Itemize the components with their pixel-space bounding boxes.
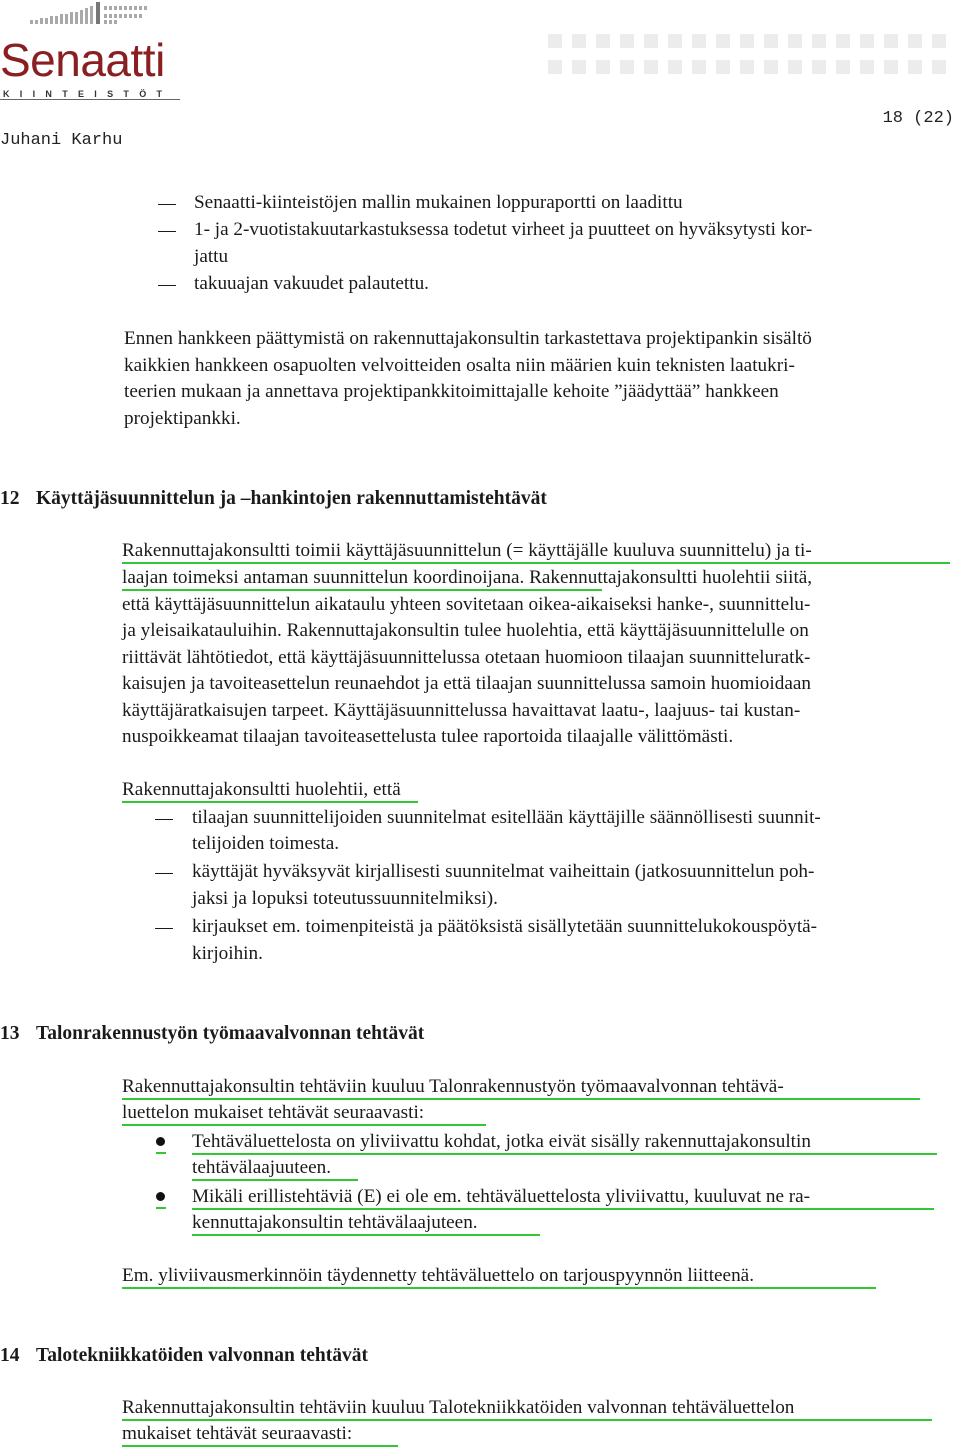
pattern-square	[788, 34, 802, 48]
pattern-square	[668, 60, 682, 74]
markup-underline	[192, 1179, 358, 1181]
pattern-square	[572, 34, 586, 48]
paragraph-text: Rakennuttajakonsultti huolehtii siitä,	[524, 567, 813, 588]
pattern-square	[812, 60, 826, 74]
dash-bullet	[158, 231, 176, 232]
pattern-square	[692, 34, 706, 48]
section-number: 13	[0, 1023, 20, 1044]
underlined-text: Rakennuttajakonsultti huolehtii,	[122, 779, 369, 800]
section-heading-13	[0, 1021, 424, 1047]
list-item-line: jattu	[194, 246, 229, 267]
underlined-text: Em. yliviivausmerkinnöin täydennetty tehtäväluettelo on tarjouspyynnön liitteenä	[122, 1265, 750, 1286]
section-heading-12	[0, 486, 547, 512]
paragraph-line: Rakennuttajakonsultin tehtäviin kuuluu Talotekniikkatöiden valvonnan tehtäväluettelon	[122, 1397, 795, 1418]
pattern-square	[620, 60, 634, 74]
list-item-line: Mikäli erillistehtäviä (E) ei ole em. tehtäväluettelosta yliviivattu, kuuluvat ne ra-	[192, 1186, 811, 1207]
pattern-square	[620, 34, 634, 48]
pattern-square	[644, 34, 658, 48]
header-pattern-graphic	[548, 34, 960, 80]
pattern-square	[716, 60, 730, 74]
pattern-square	[932, 34, 946, 48]
paragraph-text: .	[749, 1265, 754, 1286]
pattern-square	[764, 34, 778, 48]
page-number: 18 (22)	[882, 109, 954, 128]
pattern-square	[788, 60, 802, 74]
bullet-dot	[156, 1192, 165, 1201]
pattern-square	[668, 34, 682, 48]
paragraph-line	[122, 565, 812, 592]
paragraph-line: nuspoikkeamat tilaajan tavoiteasettelusta tulee raportoida tilaajalle välittömästi.	[122, 726, 734, 747]
list-item-line: telijoiden toimesta.	[192, 833, 340, 854]
section-title: Talotekniikkatöiden valvonnan tehtävät	[36, 1345, 368, 1366]
dash-bullet	[155, 819, 173, 820]
dash-bullet	[155, 928, 173, 929]
pattern-square	[692, 60, 706, 74]
markup-underline	[122, 589, 602, 591]
paragraph-text: että	[368, 779, 401, 800]
markup-underline	[156, 1207, 166, 1209]
section-number: 12	[0, 488, 20, 509]
list-item: Senaatti-kiinteistöjen mallin mukainen loppuraportti on laadittu	[194, 192, 683, 213]
paragraph-line	[122, 1263, 754, 1290]
pattern-square	[884, 34, 898, 48]
markup-underline	[156, 1152, 166, 1154]
list-item-line: tehtävälaajuuteen.	[192, 1157, 332, 1178]
list-item-line: kirjoihin.	[192, 943, 263, 964]
pattern-square	[836, 60, 850, 74]
pattern-square	[644, 60, 658, 74]
logo-bars-graphic	[30, 2, 160, 32]
pattern-square	[596, 60, 610, 74]
paragraph-line: projektipankki.	[124, 408, 241, 429]
author-name: Juhani Karhu	[0, 131, 123, 150]
logo-wordmark: Senaatti	[0, 34, 165, 86]
logo-subtitle: KIINTEISTÖT	[3, 89, 173, 99]
underlined-text: laajan toimeksi antaman suunnittelun koordinoijana.	[122, 567, 525, 588]
paragraph-line: että käyttäjäsuunnittelun aikataulu yhteen sovitetaan oikea-aikaiseksi hanke-, suunnittelu-	[122, 594, 811, 615]
markup-underline	[192, 1234, 540, 1236]
paragraph-line: Rakennuttajakonsultin tehtäviin kuuluu Talonrakennustyön työmaavalvonnan tehtävä-	[122, 1076, 784, 1097]
pattern-square	[740, 34, 754, 48]
dash-bullet	[155, 873, 173, 874]
paragraph-line: riittävät lähtötiedot, että käyttäjäsuunnittelussa otetaan huomioon tilaajan suunnitteluratk-	[122, 647, 811, 668]
dash-bullet	[158, 204, 176, 205]
list-item-line: käyttäjät hyväksyvät kirjallisesti suunnitelmat vaiheittain (jatkosuunnittelun poh-	[192, 861, 815, 882]
pattern-square	[812, 34, 826, 48]
pattern-square	[860, 34, 874, 48]
list-item-line: kirjaukset em. toimenpiteistä ja päätöksistä sisällytetään suunnittelukokouspöytä-	[192, 916, 818, 937]
markup-underline	[122, 801, 418, 803]
paragraph-line	[122, 777, 401, 804]
markup-underline	[122, 1287, 876, 1289]
section-heading-14	[0, 1343, 368, 1369]
pattern-square	[548, 34, 562, 48]
section-title: Talonrakennustyön työmaavalvonnan tehtävät	[36, 1023, 425, 1044]
paragraph-line: ja yleisaikatauluihin. Rakennuttajakonsultin tulee huolehtia, että käyttäjäsuunnittelulle on	[122, 620, 809, 641]
pattern-square	[860, 60, 874, 74]
list-item-line: kennuttajakonsultin tehtävälaajuteen.	[192, 1212, 478, 1233]
paragraph-line: käyttäjäratkaisujen tarpeet. Käyttäjäsuunnittelussa havaittavat laatu-, laajuus- tai kustan-	[122, 700, 801, 721]
paragraph-line: Rakennuttajakonsultti toimii käyttäjäsuunnittelun (= käyttäjälle kuuluva suunnittelu) ja ti-	[122, 540, 812, 561]
paragraph-line: kaikkien hankkeen osapuolten velvoitteiden osalta niin määrien kuin teknisten laatukri-	[124, 355, 795, 376]
pattern-square	[884, 60, 898, 74]
pattern-square	[548, 60, 562, 74]
paragraph-line: teerien mukaan ja annettava projektipankkitoimittajalle kehoite ”jäädyttää” hankkeen	[124, 381, 779, 402]
list-item-line: jaksi ja lopuksi toteutussuunnitelmiksi).	[192, 888, 498, 909]
pattern-square	[836, 34, 850, 48]
pattern-square	[908, 34, 922, 48]
paragraph-line: luettelon mukaiset tehtävät seuraavasti:	[122, 1102, 425, 1123]
dash-bullet	[158, 285, 176, 286]
pattern-square	[596, 34, 610, 48]
markup-underline	[122, 562, 950, 564]
pattern-square	[572, 60, 586, 74]
paragraph-line: Ennen hankkeen päättymistä on rakennuttajakonsultin tarkastettava projektipankin sisältö	[124, 328, 812, 349]
bullet-dot	[156, 1137, 165, 1146]
list-item-line: Tehtäväluettelosta on yliviivattu kohdat, jotka eivät sisälly rakennuttajakonsultin	[192, 1131, 811, 1152]
section-title: Käyttäjäsuunnittelun ja –hankintojen rakennuttamistehtävät	[36, 488, 547, 509]
logo-rule	[0, 99, 180, 100]
list-item-line: tilaajan suunnittelijoiden suunnitelmat esitellään käyttäjille säännöllisesti suunnit-	[192, 807, 821, 828]
list-item: takuuajan vakuudet palautettu.	[194, 273, 429, 294]
list-item-line: 1- ja 2-vuotistakuutarkastuksessa todetut virheet ja puutteet on hyväksytysti kor-	[194, 219, 813, 240]
pattern-square	[764, 60, 778, 74]
paragraph-line: kaisujen ja tavoiteasettelun reunaehdot ja että tilaajan suunnittelussa samoin huomioidaan	[122, 673, 811, 694]
pattern-square	[908, 60, 922, 74]
paragraph-line: mukaiset tehtävät seuraavasti:	[122, 1423, 353, 1444]
pattern-square	[716, 34, 730, 48]
markup-underline	[122, 1124, 486, 1126]
pattern-square	[740, 60, 754, 74]
section-number: 14	[0, 1345, 20, 1366]
pattern-square	[932, 60, 946, 74]
